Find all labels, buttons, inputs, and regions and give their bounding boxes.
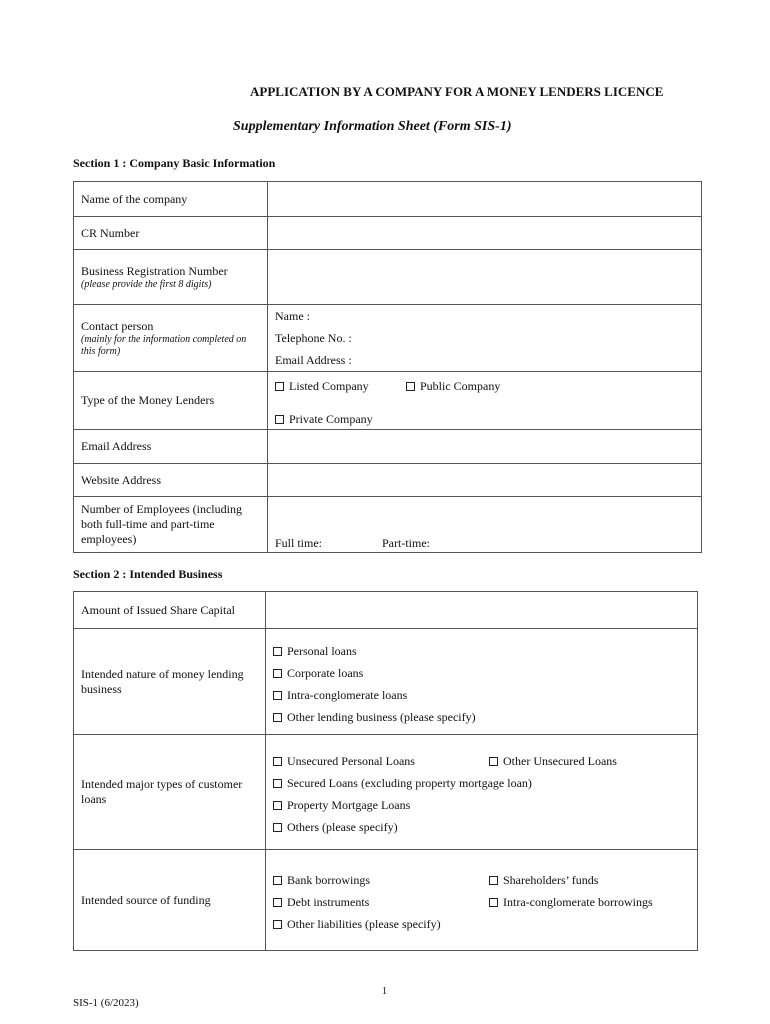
bank-borrowings-option[interactable]: Bank borrowings — [273, 869, 489, 891]
corporate-loans-option[interactable]: Corporate loans — [273, 662, 690, 684]
brn-label: Business Registration Number — [81, 263, 228, 278]
contact-email-label: Email Address : — [275, 353, 352, 367]
employees-label: Number of Employees (including both full-time and part-time employees) — [74, 497, 268, 553]
checkbox-icon[interactable] — [273, 757, 282, 766]
share-capital-label: Amount of Issued Share Capital — [74, 592, 266, 629]
section1-heading: Section 1 : Company Basic Information — [73, 156, 276, 170]
table-row — [74, 182, 702, 217]
others-option[interactable]: Others (please specify) — [273, 816, 690, 838]
loan-types-label: Intended major types of customer loans — [74, 735, 266, 850]
employees-field[interactable] — [268, 497, 702, 553]
form-code: SIS-1 (6/2023) — [73, 997, 139, 1009]
share-capital-field[interactable] — [266, 592, 698, 629]
checkbox-icon[interactable] — [275, 415, 284, 424]
shareholders-funds-option[interactable]: Shareholders’ funds — [489, 869, 598, 891]
checkbox-icon[interactable] — [273, 898, 282, 907]
email-label: Email Address — [74, 430, 268, 464]
company-name-field[interactable] — [268, 182, 702, 217]
checkbox-icon[interactable] — [273, 876, 282, 885]
cr-number-label: CR Number — [74, 217, 268, 250]
table-row — [74, 592, 698, 629]
form-subtitle: Supplementary Information Sheet (Form SIS-1) — [233, 119, 512, 134]
checkbox-icon[interactable] — [489, 898, 498, 907]
checkbox-icon[interactable] — [489, 757, 498, 766]
table-row — [74, 217, 702, 250]
debt-instruments-option[interactable]: Debt instruments — [273, 891, 489, 913]
other-unsecured-loans-option[interactable]: Other Unsecured Loans — [489, 750, 617, 772]
contact-note: (mainly for the information completed on this form) — [81, 333, 247, 357]
checkbox-icon[interactable] — [275, 382, 284, 391]
checkbox-icon[interactable] — [273, 669, 282, 678]
property-mortgage-loans-option[interactable]: Property Mortgage Loans — [273, 794, 690, 816]
checkbox-icon[interactable] — [273, 713, 282, 722]
form-title: APPLICATION BY A COMPANY FOR A MONEY LENDERS LICENCE — [250, 84, 664, 99]
personal-loans-option[interactable]: Personal loans — [273, 640, 690, 662]
checkbox-icon[interactable] — [273, 920, 282, 929]
part-time-label: Part-time: — [382, 536, 430, 550]
contact-field[interactable] — [268, 305, 702, 372]
checkbox-icon[interactable] — [273, 779, 282, 788]
table-row — [74, 430, 702, 464]
private-company-option[interactable]: Private Company — [275, 409, 373, 429]
other-liabilities-option[interactable]: Other liabilities (please specify) — [273, 913, 690, 935]
checkbox-icon[interactable] — [406, 382, 415, 391]
public-company-option[interactable]: Public Company — [406, 376, 500, 396]
email-field[interactable] — [268, 430, 702, 464]
funding-label: Intended source of funding — [74, 850, 266, 951]
checkbox-icon[interactable] — [489, 876, 498, 885]
intended-business-table — [73, 591, 698, 951]
full-time-label: Full time: — [275, 536, 323, 550]
table-row — [74, 735, 698, 850]
other-lending-option[interactable]: Other lending business (please specify) — [273, 706, 690, 728]
brn-field[interactable] — [268, 250, 702, 305]
section2-heading: Section 2 : Intended Business — [73, 567, 223, 581]
checkbox-icon[interactable] — [273, 801, 282, 810]
cr-number-field[interactable] — [268, 217, 702, 250]
company-name-label: Name of the company — [74, 182, 268, 217]
unsecured-personal-loans-option[interactable]: Unsecured Personal Loans — [273, 750, 489, 772]
table-row — [74, 464, 702, 497]
intra-conglomerate-loans-option[interactable]: Intra-conglomerate loans — [273, 684, 690, 706]
nature-label: Intended nature of money lending business — [74, 629, 266, 735]
contact-phone-label: Telephone No. : — [275, 331, 352, 345]
table-row — [74, 850, 698, 951]
checkbox-icon[interactable] — [273, 691, 282, 700]
table-row — [74, 250, 702, 305]
website-field[interactable] — [268, 464, 702, 497]
website-label: Website Address — [74, 464, 268, 497]
checkbox-icon[interactable] — [273, 647, 282, 656]
table-row — [74, 372, 702, 430]
brn-note: (please provide the first 8 digits) — [81, 278, 212, 290]
checkbox-icon[interactable] — [273, 823, 282, 832]
secured-loans-option[interactable]: Secured Loans (excluding property mortgage loan) — [273, 772, 690, 794]
listed-company-option[interactable]: Listed Company — [275, 376, 403, 396]
page-number: 1 — [382, 986, 387, 997]
table-row — [74, 497, 702, 553]
table-row — [74, 305, 702, 372]
table-row — [74, 629, 698, 735]
intra-conglomerate-borrowings-option[interactable]: Intra-conglomerate borrowings — [489, 891, 653, 913]
contact-label: Contact person — [81, 318, 154, 333]
company-info-table — [73, 181, 702, 553]
type-label: Type of the Money Lenders — [74, 372, 268, 430]
contact-name-label: Name : — [275, 309, 310, 323]
